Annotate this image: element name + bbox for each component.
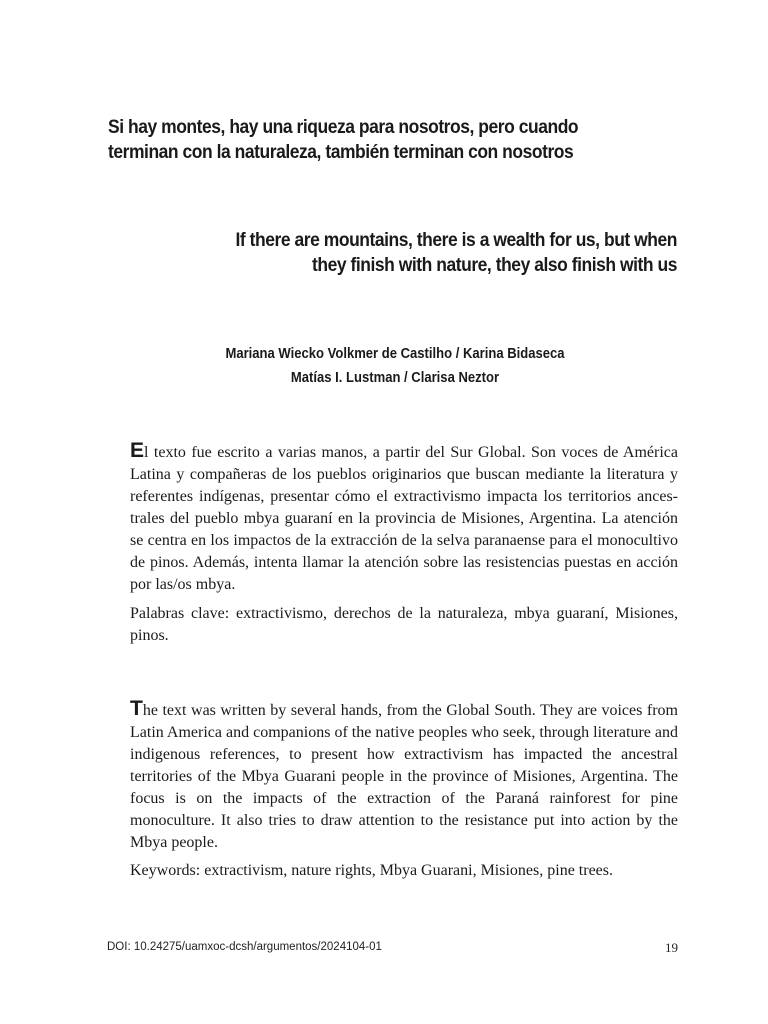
title-spanish (108, 115, 623, 165)
page-number: 19 (665, 940, 678, 955)
abstract-spanish-dropcap: E (130, 439, 145, 462)
title-spanish-line-2: terminan con la naturaleza, también terminan con nosotros (108, 142, 574, 163)
abstract-english-text: he text was written by several hands, from the Global South. They are voices from Latin America and companions of the native peoples who seek, through literature and indigenous references, to present how extractivism has impacted the ancestral territories of the Mbya Guarani people in the province of Misiones, Argentina. The focus is on the impacts of the extraction of the Paraná rainforest for pine monoculture. It also tries to draw attention to the resistance put into action by the Mbya people. (130, 702, 678, 851)
authors-block (157, 342, 634, 390)
keywords-english: Keywords: extractivism, nature rights, Mbya Guarani, Misiones, pine trees. (130, 862, 613, 879)
abstract-english-dropcap: T (130, 697, 143, 720)
title-spanish-line-1: Si hay montes, hay una riqueza para nosotros, pero cuando (108, 117, 579, 138)
abstract-english (130, 698, 678, 854)
title-english-line-1: If there are mountains, there is a wealth for us, but when (235, 230, 677, 251)
doi-link[interactable]: DOI: 10.24275/uamxoc-dcsh/argumentos/2024104-01 (107, 941, 382, 953)
title-english (220, 228, 677, 278)
title-english-line-2: they finish with nature, they also finish with us (312, 255, 677, 276)
abstract-spanish-text: l texto fue escrito a varias manos, a partir del Sur Global. Son voces de América Latina y compañeras de los pueblos originarios que buscan mediante la literatura y referentes indígenas, presentar cómo el extractivismo impacta los territorios ancestrales del pueblo mbya guaraní en la provincia de Misiones, Argentina. La atención se centra en los impactos de la extracción de la selva paranaense para el monocultivo de pinos. Además, intenta llamar la atención sobre las resistencias puestas en acción por las/os mbya. (130, 444, 678, 593)
keywords-spanish: Palabras clave: extractivismo, derechos de la naturaleza, mbya guaraní, Misiones, pinos. (130, 605, 678, 644)
abstract-spanish (130, 440, 678, 596)
authors-line-1: Mariana Wiecko Volkmer de Castilho / Karina Bidaseca (225, 346, 565, 362)
authors-line-2: Matías I. Lustman / Clarisa Neztor (290, 370, 500, 386)
